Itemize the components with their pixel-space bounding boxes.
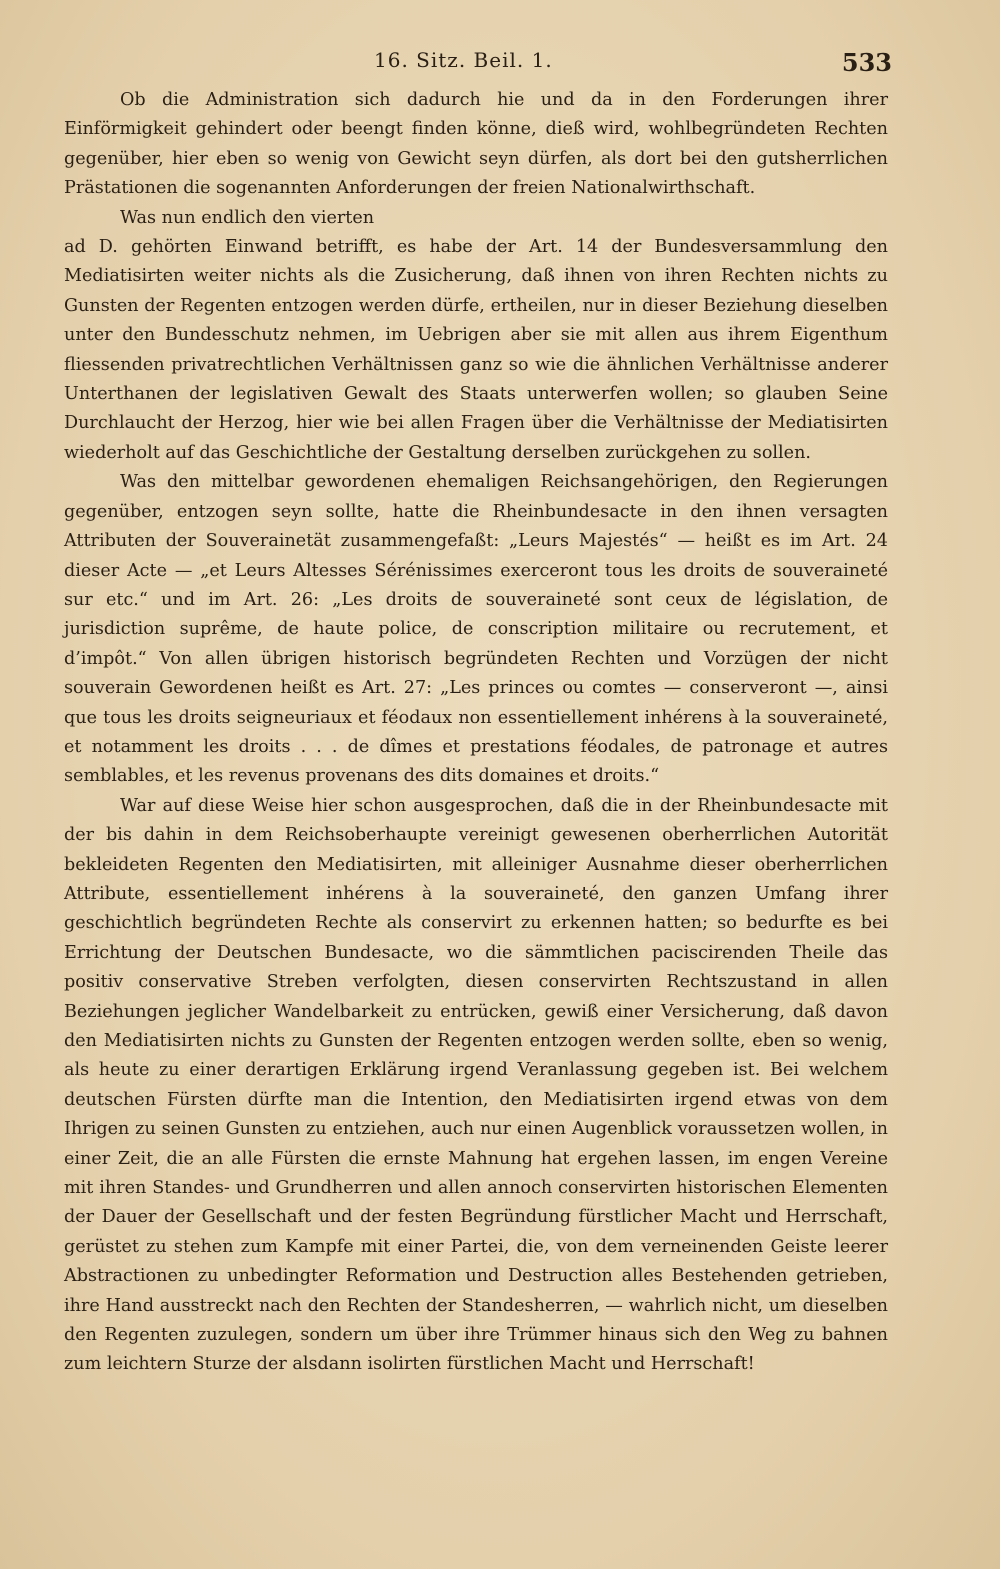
paragraph-ad-d: ad D. gehörten Einwand betrifft, es habe der Art. 14 der Bundesversammlung den Mediatisirten weiter nichts als die Zusicherung, daß ihnen von ihren Rechten nichts zu Gunsten der Regenten entzogen werden dürfe, ertheilen, nur in dieser Beziehung dieselben unter den Bundesschutz nehmen, im Uebrigen aber sie mit allen aus ihrem Eigenthum fliessenden privatrechtlichen Verhältnissen ganz so wie die ähnlichen Verhältnisse anderer Unterthanen der legislativen Gewalt des Staats unterwerfen wollen; so glauben Seine Durchlaucht der Herzog, hier wie bei allen Fragen über die Verhältnisse der Mediatisirten wiederholt auf das Geschichtliche der Gestaltung derselben zurückgehen zu sollen.	[64, 237, 888, 463]
paragraph-vierten: Was nun endlich den vierten	[120, 207, 375, 228]
paragraph-administration: Ob die Administration sich dadurch hie und da in den Forderungen ihrer Einförmigkeit gehindert oder beengt finden könne, dieß wird, wohlbegründeten Rechten gegenüber, hier eben so wenig von Gewicht seyn dürfen, als dort bei den gutsherrlichen Prästationen die sogenannten Anforderungen der freien Nationalwirthschaft.	[64, 90, 888, 199]
paragraph-rheinbundesacte: Was den mittelbar gewordenen ehemaligen Reichsangehörigen, den Regierungen gegenüber, entzogen seyn sollte, hatte die Rheinbundesacte in den ihnen versagten Attributen der Souverainetät zusammengefaßt: „Leurs Majestés“ — heißt es im Art. 24 dieser Acte — „et Leurs Altesses Sérénissimes exerceront tous les droits de souveraineté sur etc.“ und im Art. 26: „Les droits de souveraineté sont ceux de législation, de jurisdiction suprême, de haute police, de conscription militaire ou recrutement, et d’impôt.“ Von allen übrigen historisch begründeten Rechten und Vorzügen der nicht souverain Gewordenen heißt es Art. 27: „Les princes ou comtes — conserveront —, ainsi que tous les droits seigneuriaux et féodaux non essentiellement inhérens à la souveraineté, et notamment les droits . . . de dîmes et prestations féodales, de patronage et autres semblables, et les revenus provenans des dits domaines et droits.“	[64, 472, 888, 787]
page-header	[64, 42, 892, 86]
paragraph-conclusion: War auf diese Weise hier schon ausgesprochen, daß die in der Rheinbundesacte mit der bis dahin in dem Reichsoberhaupte vereinigt gewesenen oberherrlichen Autorität bekleideten Regenten den Mediatisirten, mit alleiniger Ausnahme dieser oberherrlichen Attribute, essentiellement inhérens à la souveraineté, den ganzen Umfang ihrer geschichtlich begründeten Rechte als conservirt zu erkennen hatten; so bedurfte es bei Errichtung der Deutschen Bundesacte, wo die sämmtlichen paciscirenden Theile das positiv conservative Streben verfolgten, diesen conservirten Rechtszustand in allen Beziehungen jeglicher Wandelbarkeit zu entrücken, gewiß einer Versicherung, daß davon den Mediatisirten nichts zu Gunsten der Regenten entzogen werden sollte, eben so wenig, als heute zu einer derartigen Erklärung irgend Veranlassung gegeben ist. Bei welchem deutschen Fürsten dürfte man die Intention, den Mediatisirten irgend etwas von dem Ihrigen zu seinen Gunsten zu entziehen, auch nur einen Augenblick voraussetzen wollen, in einer Zeit, die an alle Fürsten die ernste Mahnung hat ergehen lassen, im engen Vereine mit ihren Standes- und Grundherren und allen annoch conservirten historischen Elementen der Dauer der Gesellschaft und der festen Begründung fürstlicher Macht und Herrschaft, gerüstet zu stehen zum Kampfe mit einer Partei, die, von dem verneinenden Geiste leerer Abstractionen zu unbedingter Reformation und Destruction alles Bestehenden getrieben, ihre Hand ausstreckt nach den Rechten der Standesherren, — wahrlich nicht, um dieselben den Regenten zuzulegen, sondern um über ihre Trümmer hinaus sich den Weg zu bahnen zum leichtern Sturze der alsdann isolirten fürstlichen Macht und Herrschaft!	[64, 795, 888, 1375]
page-number: 533	[841, 48, 892, 77]
page-body	[64, 86, 888, 1380]
running-head: 16. Sitz. Beil. 1.	[374, 48, 553, 72]
